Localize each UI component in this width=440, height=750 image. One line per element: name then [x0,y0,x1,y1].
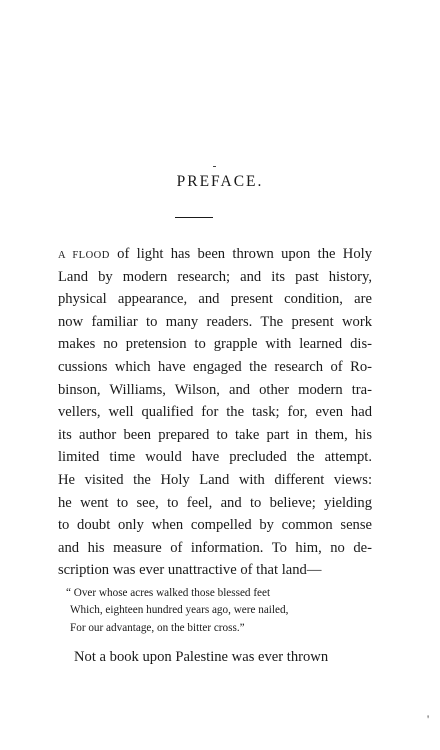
text-line: and his measure of information. To him, no de- [58,539,372,556]
first-line-rest: of light has been thrown upon the Holy [109,246,372,262]
title-rule-divider [175,217,213,218]
quote-line: Which, eighteen hundred years ago, were nailed, [70,604,289,617]
text-line: its author been prepared to take part in them, his [58,426,372,443]
text-line: Not a book upon Palestine was ever thrown [74,649,329,665]
quote-line: For our advantage, on the bitter cross.” [70,621,245,634]
text-line: binson, Williams, Wilson, and other modern tra- [58,381,372,398]
text-line: He visited the Holy Land with different views: [58,471,372,488]
text-line: he went to see, to feel, and to believe; yielding [58,494,372,511]
text-line: limited time would have precluded the attempt. [58,449,372,466]
page-title: PREFACE. [176,173,264,190]
text-line: to doubt only when compelled by common sense [58,517,372,534]
text-line: now familiar to many readers. The present work [58,313,372,330]
text-line: Land by modern research; and its past history, [58,268,372,285]
small-caps-lead: A FLOOD [58,250,110,261]
margin-mark: ' [427,712,430,726]
text-line: vellers, well qualified for the task; for, even had [58,404,372,421]
preface-paragraph-1 [58,243,372,582]
text-line: cussions which have engaged the research of Ro- [58,358,372,375]
verse-quotation [66,585,370,637]
text-line [58,243,372,266]
text-line: scription was ever unattractive of that land— [58,562,322,579]
printer-tick-mark [213,166,216,167]
preface-paragraph-2 [74,646,372,669]
quote-line: “ Over whose acres walked those blessed feet [66,587,271,599]
text-line: physical appearance, and present condition, are [58,291,372,308]
text-line: makes no pretension to grapple with learned dis- [58,336,372,353]
